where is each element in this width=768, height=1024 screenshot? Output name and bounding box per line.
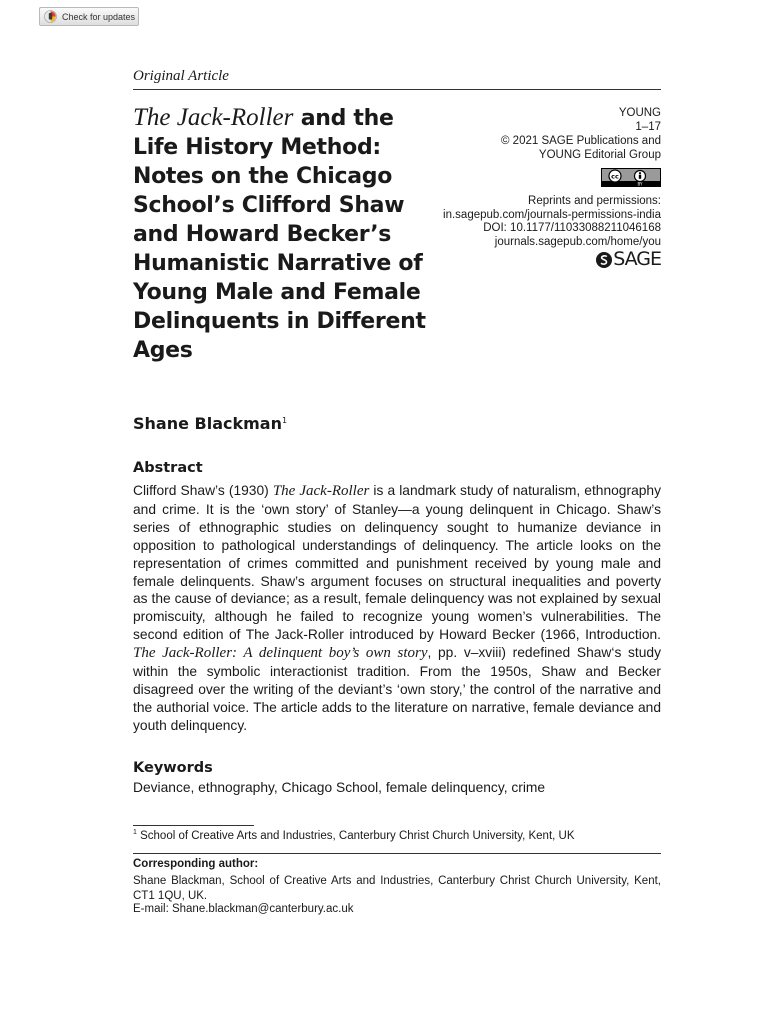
footnote-mark: 1: [133, 829, 137, 836]
keywords-list: Deviance, ethnography, Chicago School, female delinquency, crime: [133, 780, 546, 795]
author-affiliation-mark: 1: [281, 416, 288, 425]
crossmark-icon: [44, 10, 57, 23]
corresponding-author-label: Corresponding author:: [133, 858, 259, 870]
article-title: [133, 103, 443, 365]
sage-logo-text: SAGE: [613, 248, 661, 270]
reprints-label: Reprints and permissions:: [528, 195, 661, 207]
keywords-heading: Keywords: [133, 760, 213, 776]
footnote-text: School of Creative Arts and Industries, Canterbury Christ Church University, Kent, UK: [136, 829, 575, 842]
abstract-italic-1: The Jack-Roller: [272, 483, 370, 499]
page-range: 1–17: [635, 121, 661, 133]
abstract-heading: Abstract: [133, 460, 203, 476]
author-name-text: Shane Blackman: [133, 414, 282, 433]
journal-url[interactable]: journals.sagepub.com/home/you: [494, 235, 661, 248]
title-rest: and the Life History Method: Notes on the Chicago School’s Clifford Shaw and Howard Becker’s Humanistic Narrative of Young Male and Female Delinquents in Different Ages: [133, 106, 426, 363]
header-rule: [133, 89, 661, 90]
abstract-body: [133, 482, 661, 735]
author-name: [133, 414, 287, 433]
svg-text:cc: cc: [611, 172, 619, 181]
copyright-line-2: YOUNG Editorial Group: [538, 149, 661, 161]
abstract-part-2: is a landmark study of naturalism, ethnography and crime. It is the ‘own story’ of Stanley—a young delinquent in Chicago. Shaw’s series of ethnographic studies on delinquency sought to humanize deviance in opposition to pathological understandings of delinquency. The article looks on the representation of crimes committed and punishment received by young male and female delinquents. Shaw’s argument focuses on structural inequalities and poverty as the cause of deviance; as a result, female delinquency was not explained by sexual promiscuity, although he failed to recognize young women’s vulnerabilities. The second edition of The Jack-Roller introduced by Howard Becker (1966, Introduction.: [133, 483, 661, 643]
copyright-line: © 2021 SAGE Publications and: [501, 135, 661, 147]
title-italic-part: The Jack-Roller: [133, 104, 294, 131]
sage-logo: [596, 248, 661, 270]
corresponding-author-address: Shane Blackman, School of Creative Arts and Industries, Canterbury Christ Church University, Kent, CT1 1QU, UK.: [133, 875, 661, 902]
svg-text:BY: BY: [637, 181, 643, 186]
footnote-rule: [133, 825, 254, 826]
corresponding-email[interactable]: E-mail: Shane.blackman@canterbury.ac.uk: [133, 903, 354, 915]
corresponding-rule: [133, 853, 661, 854]
journal-name: YOUNG: [618, 107, 661, 119]
journal-meta: [443, 106, 661, 249]
abstract-part-1: Clifford Shaw’s (1930): [133, 483, 273, 498]
sage-circle-icon: [596, 251, 612, 267]
affiliation-footnote: [133, 829, 575, 842]
cc-by-license-icon: [601, 168, 661, 187]
abstract-part-3: , pp. v–xviii) redefined Shaw‘s study within the symbolic interactionist tradition. From the 1950s, Shaw and Becker disagreed over the writing of the deviant’s ‘own story,’ the control of the narrative and the authorial voice. The article adds to the literature on narrative, female deviance and youth delinquency.: [133, 645, 661, 733]
check-for-updates-button[interactable]: [39, 7, 139, 26]
reprints-url[interactable]: in.sagepub.com/journals-permissions-india: [443, 208, 661, 221]
abstract-italic-2: The Jack-Roller: A delinquent boy’s own story: [133, 645, 428, 662]
doi[interactable]: DOI: 10.1177/11033088211046168: [483, 222, 661, 234]
check-for-updates-label: Check for updates: [62, 11, 136, 22]
article-type: Original Article: [133, 68, 229, 84]
